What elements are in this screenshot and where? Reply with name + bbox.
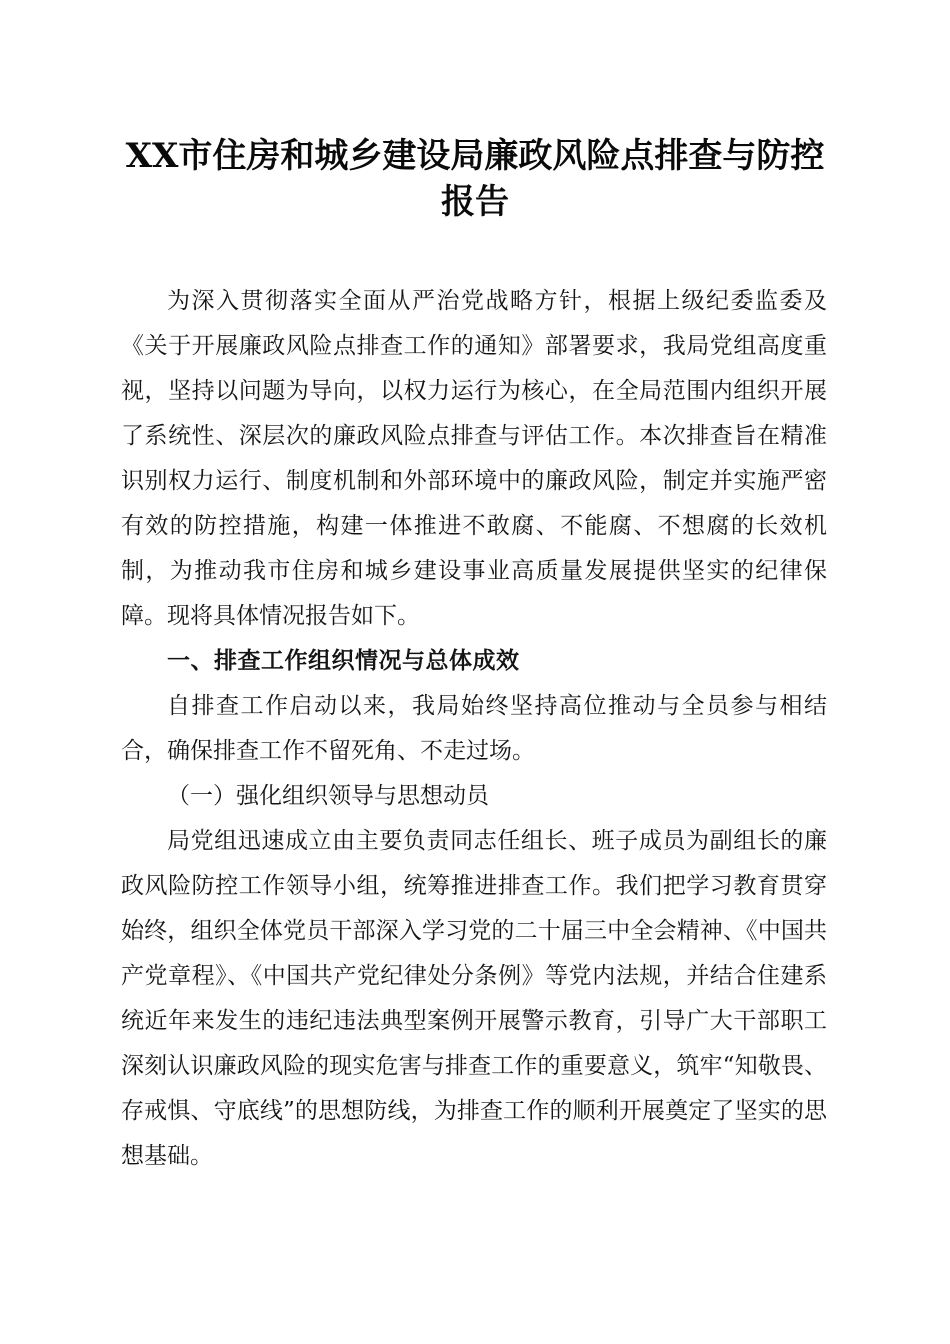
- subsection-1-paragraph: 局党组迅速成立由主要负责同志任组长、班子成员为副组长的廉政风险防控工作领导小组，统筹推进排查工作。我们把学习教育贯穿始终，组织全体党员干部深入学习党的二十届三中全会精神、《中国共产党章程》、《中国共产党纪律处分条例》等党内法规，并结合住建系统近年来发生的违纪违法典型案例开展警示教育，引导广大干部职工深刻认识廉政风险的现实危害与排查工作的重要意义，筑牢“知敬畏、存戒惧、守底线”的思想防线，为排查工作的顺利开展奠定了坚实的思想基础。: [121, 828, 827, 1169]
- document-title: XX市住房和城乡建设局廉政风险点排查与防控报告: [125, 136, 825, 222]
- section-1-paragraph: 自排查工作启动以来，我局始终坚持高位推动与全员参与相结合，确保排查工作不留死角、不走过场。: [121, 693, 827, 764]
- intro-paragraph: 为深入贯彻落实全面从严治党战略方针，根据上级纪委监委及《关于开展廉政风险点排查工作的通知》部署要求，我局党组高度重视，坚持以问题为导向，以权力运行为核心，在全局范围内组织开展了系统性、深层次的廉政风险点排查与评估工作。本次排查旨在精准识别权力运行、制度机制和外部环境中的廉政风险，制定并实施严密有效的防控措施，构建一体推进不敢腐、不能腐、不想腐的长效机制，为推动我市住房和城乡建设事业高质量发展提供坚实的纪律保障。现将具体情况报告如下。: [121, 288, 827, 629]
- subsection-heading-1: （一）强化组织领导与思想动员: [167, 783, 489, 809]
- document-body: [121, 279, 827, 1179]
- section-heading-1: 一、排查工作组织情况与总体成效: [167, 648, 520, 674]
